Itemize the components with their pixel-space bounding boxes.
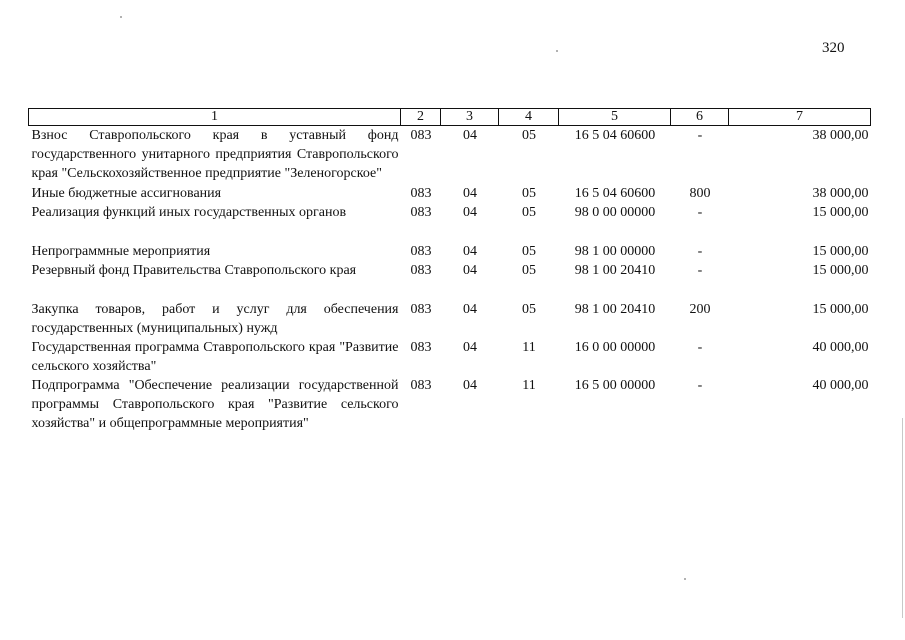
row-col3: 04 [463, 302, 477, 317]
row-col5: 98 1 00 20410 [574, 263, 656, 278]
row-amount: 15 000,00 [812, 263, 869, 278]
row-amount: 15 000,00 [812, 205, 869, 220]
column-header: 6 [671, 109, 729, 126]
table-row [29, 261, 871, 300]
column-header: 4 [499, 109, 559, 126]
budget-table [28, 108, 871, 433]
row-col5: 16 5 04 60600 [574, 128, 656, 143]
row-col2: 083 [410, 128, 432, 143]
row-name: Взнос Ставропольского края в уставный фонд государственного унитарного предприятия Ставропольского края "Сельскохозяйственное предприятие "Зеленогорское" [31, 128, 399, 181]
row-col4: 05 [522, 302, 536, 317]
table-row [29, 184, 871, 203]
row-name: Закупка товаров, работ и услуг для обеспечения государственных (муниципальных) нужд [31, 302, 399, 336]
row-col6: - [697, 205, 703, 220]
table-row [29, 300, 871, 338]
row-col3: 04 [463, 378, 477, 393]
row-col2: 083 [410, 302, 432, 317]
row-col4: 05 [522, 128, 536, 143]
row-col3: 04 [463, 340, 477, 355]
row-col6: - [697, 378, 703, 393]
row-name: Государственная программа Ставропольского края "Развитие сельского хозяйства" [31, 340, 399, 374]
row-name: Подпрограмма "Обеспечение реализации государственной программы Ставропольского края "Развитие сельского хозяйства" и общепрограммные мероприятия" [31, 378, 399, 431]
row-col5: 16 5 04 60600 [574, 186, 656, 201]
scan-speck [556, 50, 558, 52]
row-col5: 98 0 00 00000 [574, 205, 656, 220]
row-col3: 04 [463, 244, 477, 259]
row-col5: 98 1 00 00000 [574, 244, 656, 259]
row-col3: 04 [463, 128, 477, 143]
row-col3: 04 [463, 186, 477, 201]
table-row [29, 376, 871, 433]
row-amount: 38 000,00 [812, 186, 869, 201]
row-col3: 04 [463, 263, 477, 278]
column-header: 3 [441, 109, 499, 126]
column-header: 7 [729, 109, 871, 126]
row-name: Непрограммные мероприятия [31, 244, 211, 259]
row-col5: 16 5 00 00000 [574, 378, 656, 393]
row-col4: 11 [522, 378, 536, 393]
row-col4: 05 [522, 205, 536, 220]
row-col4: 11 [522, 340, 536, 355]
row-col6: - [697, 128, 703, 143]
row-col2: 083 [410, 378, 432, 393]
row-col6: 800 [689, 186, 711, 201]
table-row [29, 338, 871, 376]
scan-speck [120, 16, 122, 18]
column-header: 2 [401, 109, 441, 126]
row-amount: 38 000,00 [812, 128, 869, 143]
table-row [29, 203, 871, 242]
header-row [29, 109, 871, 126]
row-col5: 98 1 00 20410 [574, 302, 656, 317]
row-col6: - [697, 244, 703, 259]
row-col4: 05 [522, 186, 536, 201]
row-name: Иные бюджетные ассигнования [31, 186, 222, 201]
row-name: Резервный фонд Правительства Ставропольского края [31, 263, 357, 278]
column-header: 5 [559, 109, 671, 126]
row-col4: 05 [522, 244, 536, 259]
table-row [29, 126, 871, 185]
row-col2: 083 [410, 244, 432, 259]
row-col6: - [697, 340, 703, 355]
scan-speck [684, 578, 686, 580]
column-header: 1 [29, 109, 401, 126]
row-col2: 083 [410, 340, 432, 355]
row-col6: - [697, 263, 703, 278]
row-col2: 083 [410, 186, 432, 201]
row-col2: 083 [410, 205, 432, 220]
table-row [29, 242, 871, 261]
scan-edge-line [902, 418, 903, 618]
row-col3: 04 [463, 205, 477, 220]
row-amount: 40 000,00 [812, 378, 869, 393]
row-amount: 15 000,00 [812, 302, 869, 317]
row-amount: 15 000,00 [812, 244, 869, 259]
row-name: Реализация функций иных государственных органов [31, 205, 347, 220]
row-col5: 16 0 00 00000 [574, 340, 656, 355]
row-col4: 05 [522, 263, 536, 278]
row-col2: 083 [410, 263, 432, 278]
row-col6: 200 [689, 302, 711, 317]
row-amount: 40 000,00 [812, 340, 869, 355]
page-number: 320 [822, 40, 845, 56]
